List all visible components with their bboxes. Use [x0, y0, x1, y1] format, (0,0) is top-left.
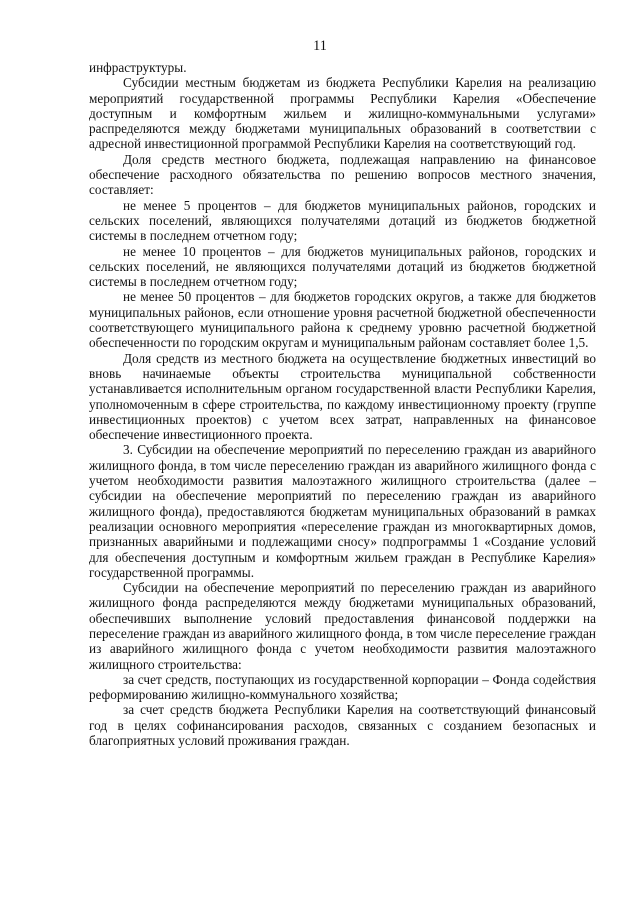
paragraph-5: не менее 10 процентов – для бюджетов муниципальных районов, городских и сельских поселений, не являющихся получателями дотаций из бюджетов бюджетной системы в последнем отчетном году;: [89, 243, 596, 290]
document-body: [89, 60, 596, 748]
paragraph-6: не менее 50 процентов – для бюджетов городских округов, а также для бюджетов муниципальных районов, если отношение уровня расчетной бюджетной обеспеченности соответствующего муниципального района к среднему уровню расчетной бюджетной обеспеченности по городским округам и муниципальным районам составляет более 1,5.: [89, 289, 596, 351]
paragraph-7: Доля средств из местного бюджета на осуществление бюджетных инвестиций во вновь начинаемые объекты строительства муниципальной собственности устанавливается исполнительным органом государственной власти Республики Карелия, уполномоченным в сфере строительства, по каждому инвестиционному проекту (группе инвестиционных проектов) с учетом всех затрат, направленных на финансовое обеспечение инвестиционного проекта.: [89, 350, 596, 443]
paragraph-10: за счет средств, поступающих из государственной корпорации – Фонда содействия реформированию жилищно-коммунального хозяйства;: [89, 671, 596, 703]
paragraph-1: инфраструктуры.: [89, 60, 187, 75]
paragraph-8: 3. Субсидии на обеспечение мероприятий по переселению граждан из аварийного жилищного фонда, в том числе переселению граждан из аварийного жилищного фонда с учетом необходимости развития малоэтажного жилищного строительства (далее – субсидии на обеспечение мероприятий по переселению граждан из аварийного жилищного фонда), предоставляются бюджетам муниципальных образований в рамках реализации основного мероприятия «переселение граждан из многоквартирных домов, признанных аварийными и подлежащими сносу» подпрограммы 1 «Создание условий для обеспечения доступным и комфортным жильем граждан в Республике Карелия» государственной программы.: [89, 442, 596, 580]
paragraph-9: Субсидии на обеспечение мероприятий по переселению граждан из аварийного жилищного фонда распределяются между бюджетами муниципальных образований, обеспечивших выполнение условий предоставления финансовой поддержки на переселение граждан из аварийного жилищного фонда, в том числе переселение граждан из аварийного жилищного фонда с учетом необходимости развития малоэтажного жилищного строительства:: [89, 580, 596, 672]
paragraph-2: Субсидии местным бюджетам из бюджета Республики Карелия на реализацию мероприятий государственной программы Республики Карелия «Обеспечение доступным и комфортным жильем и жилищно-коммунальными услугами» распределяются между бюджетами муниципальных образований в соответствии с адресной инвестиционной программой Республики Карелия на соответствующий год.: [89, 75, 596, 152]
paragraph-3: Доля средств местного бюджета, подлежащая направлению на финансовое обеспечение расходного обязательства по решению вопросов местного значения, составляет:: [89, 151, 596, 198]
page-number: 11: [313, 38, 327, 54]
paragraph-11: за счет средств бюджета Республики Карелия на соответствующий финансовый год в целях софинансирования расходов, связанных с созданием безопасных и благоприятных условий проживания граждан.: [89, 702, 596, 749]
paragraph-4: не менее 5 процентов – для бюджетов муниципальных районов, городских и сельских поселений, являющихся получателями дотаций из бюджетов бюджетной системы в последнем отчетном году;: [89, 197, 596, 244]
